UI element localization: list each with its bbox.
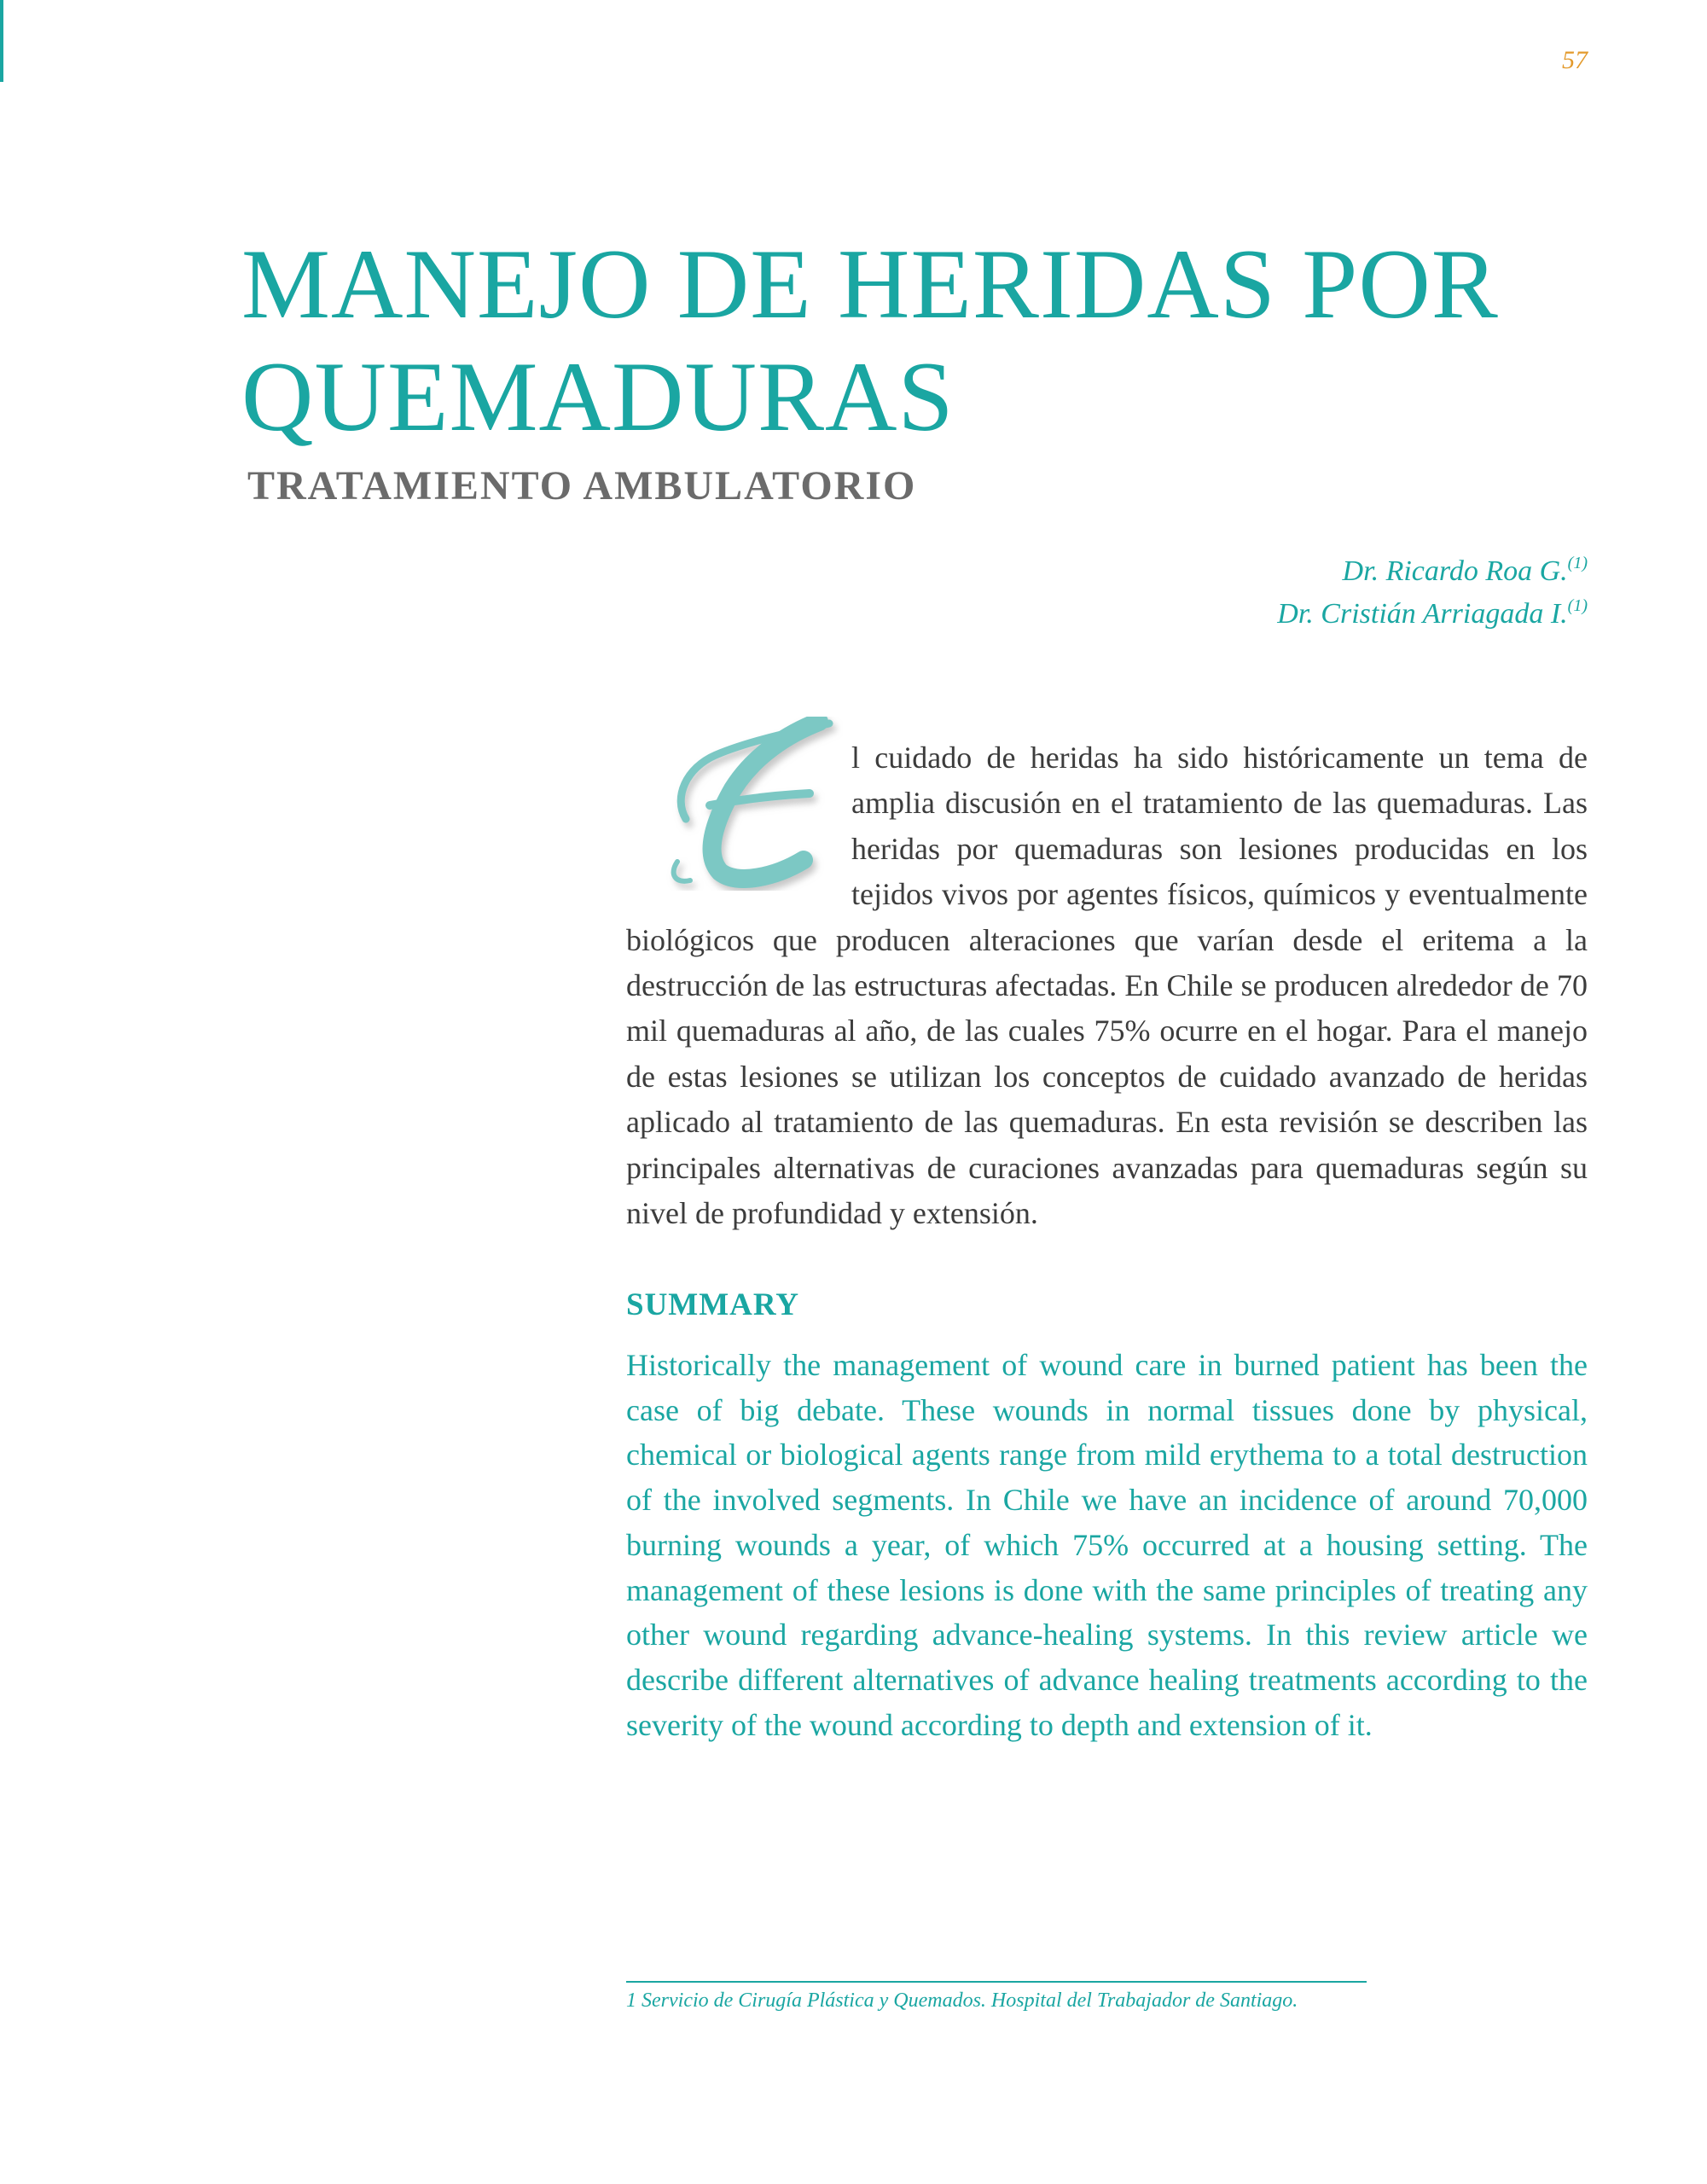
author-line (1277, 593, 1588, 636)
abstract-text: l cuidado de heridas ha sido históricamente un tema de amplia discusión en el tratamiento de las quemaduras. Las heridas por quemaduras son lesiones producidas en los tejidos vivos por agentes físicos, químicos y eventualmente biológicos que producen alteraciones que varían desde el eritema a la destrucción de las estructuras afectadas. En Chile se producen alrededor de 70 mil quemaduras al año, de las cuales 75% ocurre en el hogar. Para el manejo de estas lesiones se utilizan los conceptos de cuidado avanzado de heridas aplicado al tratamiento de las quemaduras. En esta revisión se describen las principales alternativas de curaciones avanzadas para quemaduras según su nivel de profundidad y extensión. (626, 741, 1588, 1231)
author-name: Dr. Cristián Arriagada I. (1277, 598, 1568, 630)
drop-cap-letter-e-icon (626, 717, 843, 891)
author-name: Dr. Ricardo Roa G. (1342, 555, 1568, 587)
footnote: 1 Servicio de Cirugía Plástica y Quemados. Hospital del Trabajador de Santiago. (626, 1989, 1298, 2012)
page-number: 57 (1562, 46, 1588, 74)
affiliation-ref: (1) (1567, 554, 1588, 572)
article-title: MANEJO DE HERIDAS POR QUEMADURAS (241, 229, 1499, 452)
page-edge-marker (0, 0, 3, 82)
article-subtitle: TRATAMIENTO AMBULATORIO (247, 463, 917, 508)
author-list (1277, 550, 1588, 636)
summary-heading: SUMMARY (626, 1287, 800, 1322)
summary-paragraph: Historically the management of wound care in burned patient has been the case of big debate. These wounds in normal tissues done by physical, chemical or biological agents range from mild erythema to a total destruction of the involved segments. In Chile we have an incidence of around 70,000 burning wounds a year, of which 75% occurred at a housing setting. The management of these lesions is done with the same principles of treating any other wound regarding advance-healing systems. In this review article we describe different alternatives of advance healing treatments according to the severity of the wound according to depth and extension of it. (626, 1348, 1588, 1742)
author-line (1277, 550, 1588, 593)
drop-cap (626, 717, 843, 891)
affiliation-ref: (1) (1567, 596, 1588, 615)
abstract-paragraph (626, 735, 1588, 1236)
footnote-divider (626, 1981, 1367, 1983)
